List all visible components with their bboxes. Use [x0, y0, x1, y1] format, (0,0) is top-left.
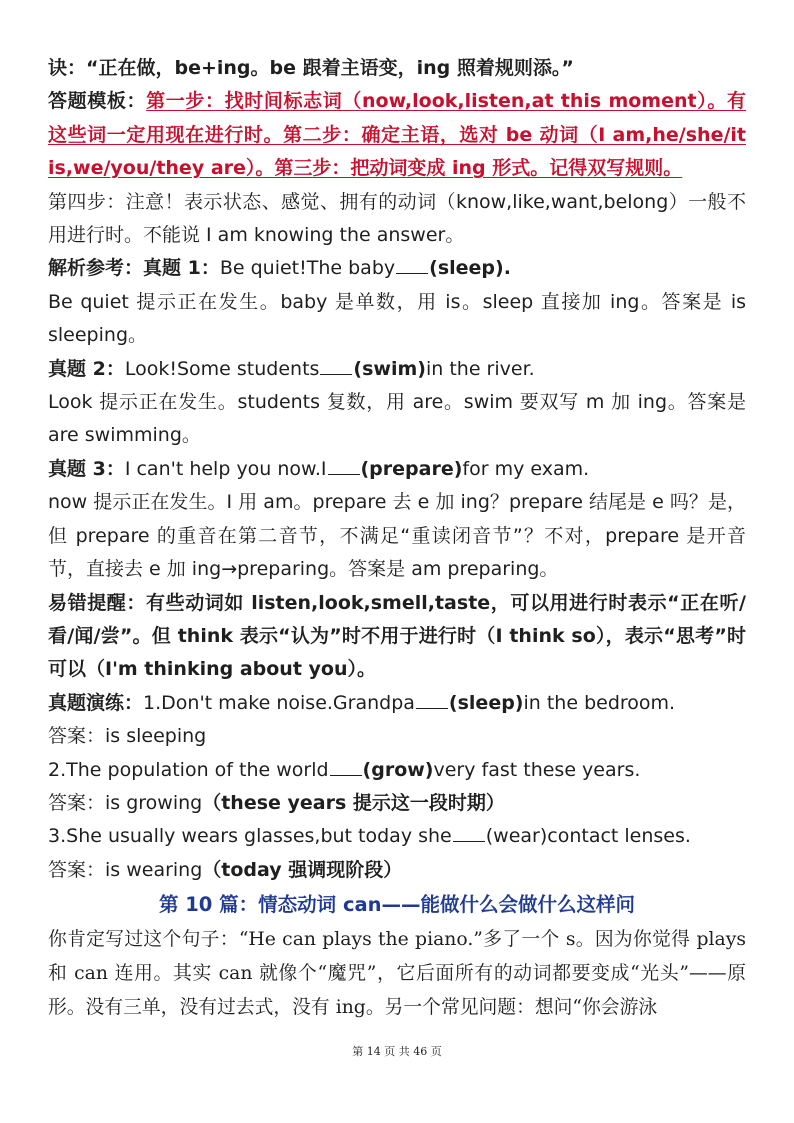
- fill-blank: [330, 757, 362, 776]
- question-3-explanation: now 提示正在发生。I 用 am。prepare 去 e 加 ing？prepare 结尾是 e 吗？是，但 prepare 的重音在第二音节，不满足“重读闭音节”？不对，prepare 是开音节，直接去 e 加 ing→preparing。答案是 am preparing。: [48, 491, 746, 581]
- answer-1: 答案：is sleeping: [48, 725, 207, 748]
- question-1-explanation: Be quiet 提示正在发生。baby 是单数，用 is。sleep 直接加 ing。答案是 is sleeping。: [48, 290, 746, 347]
- question-2-explanation: Look 提示正在发生。students 复数，用 are。swim 要双写 m 加 ing。答案是 are swimming。: [48, 391, 746, 447]
- answer-3: 答案：is wearing（today 强调现阶段）: [48, 858, 403, 881]
- fill-blank: [328, 456, 360, 475]
- page-footer: 第 14 页 共 46 页: [352, 1045, 442, 1058]
- fill-blank: [416, 690, 448, 709]
- fill-blank: [396, 255, 428, 274]
- question-3: 真题 3：I can't help you now.I (prepare)for my exam.: [48, 457, 590, 480]
- practice-1: 真题演练：1.Don't make noise.Grandpa (sleep)in the bedroom.: [48, 691, 676, 714]
- answer-template: [48, 85, 746, 185]
- practice-2: 2.The population of the world (grow)very fast these years.: [48, 758, 641, 781]
- question-1: 解析参考：真题 1：Be quiet!The baby (sleep).: [48, 257, 511, 280]
- section-heading: 第 10 篇：情态动词 can——能做什么会做什么这样问: [158, 893, 636, 917]
- common-mistake-tip: 易错提醒：有些动词如 listen,look,smell,taste，可以用进行时表示“正在听/看/闻/尝”。但 think 表示“认为”时不用于进行时（I think so），表示“思考”时可以（I'm thinking about you）。: [48, 591, 746, 681]
- step-four: 第四步：注意！表示状态、感觉、拥有的动词（know,like,want,belong）一般不用进行时。不能说 I am knowing the answer。: [48, 190, 746, 247]
- rhyme-line: 诀：“正在做，be+ing。be 跟着主语变，ing 照着规则添。”: [48, 57, 574, 79]
- answer-2: 答案：is growing（these years 提示这一段时期）: [48, 791, 505, 814]
- section-intro: 你肯定写过这个句子：“He can plays the piano.”多了一个 s。因为你觉得 plays 和 can 连用。其实 can 就像个“魔咒”，它后面所有的动词都要变成“光头”——原形。没有三单，没有过去式，没有 ing。另一个常见问题：想问“你会游泳: [48, 929, 746, 1019]
- answer-template-label: 答题模板：: [48, 90, 147, 113]
- question-2: 真题 2：Look!Some students (swim)in the river.: [48, 357, 535, 380]
- fill-blank: [320, 356, 352, 375]
- practice-3: 3.She usually wears glasses,but today she (wear)contact lenses.: [48, 825, 691, 848]
- answer-template-steps: 第一步：找时间标志词（now,look,listen,at this moment）。有这些词一定用现在进行时。第二步：确定主语，选对 be 动词（I am,he/she/it is,we/you/they are）。第三步：把动词变成 ing 形式。记得双写规则。: [48, 90, 746, 180]
- page-content: [48, 52, 746, 1025]
- fill-blank: [453, 823, 485, 842]
